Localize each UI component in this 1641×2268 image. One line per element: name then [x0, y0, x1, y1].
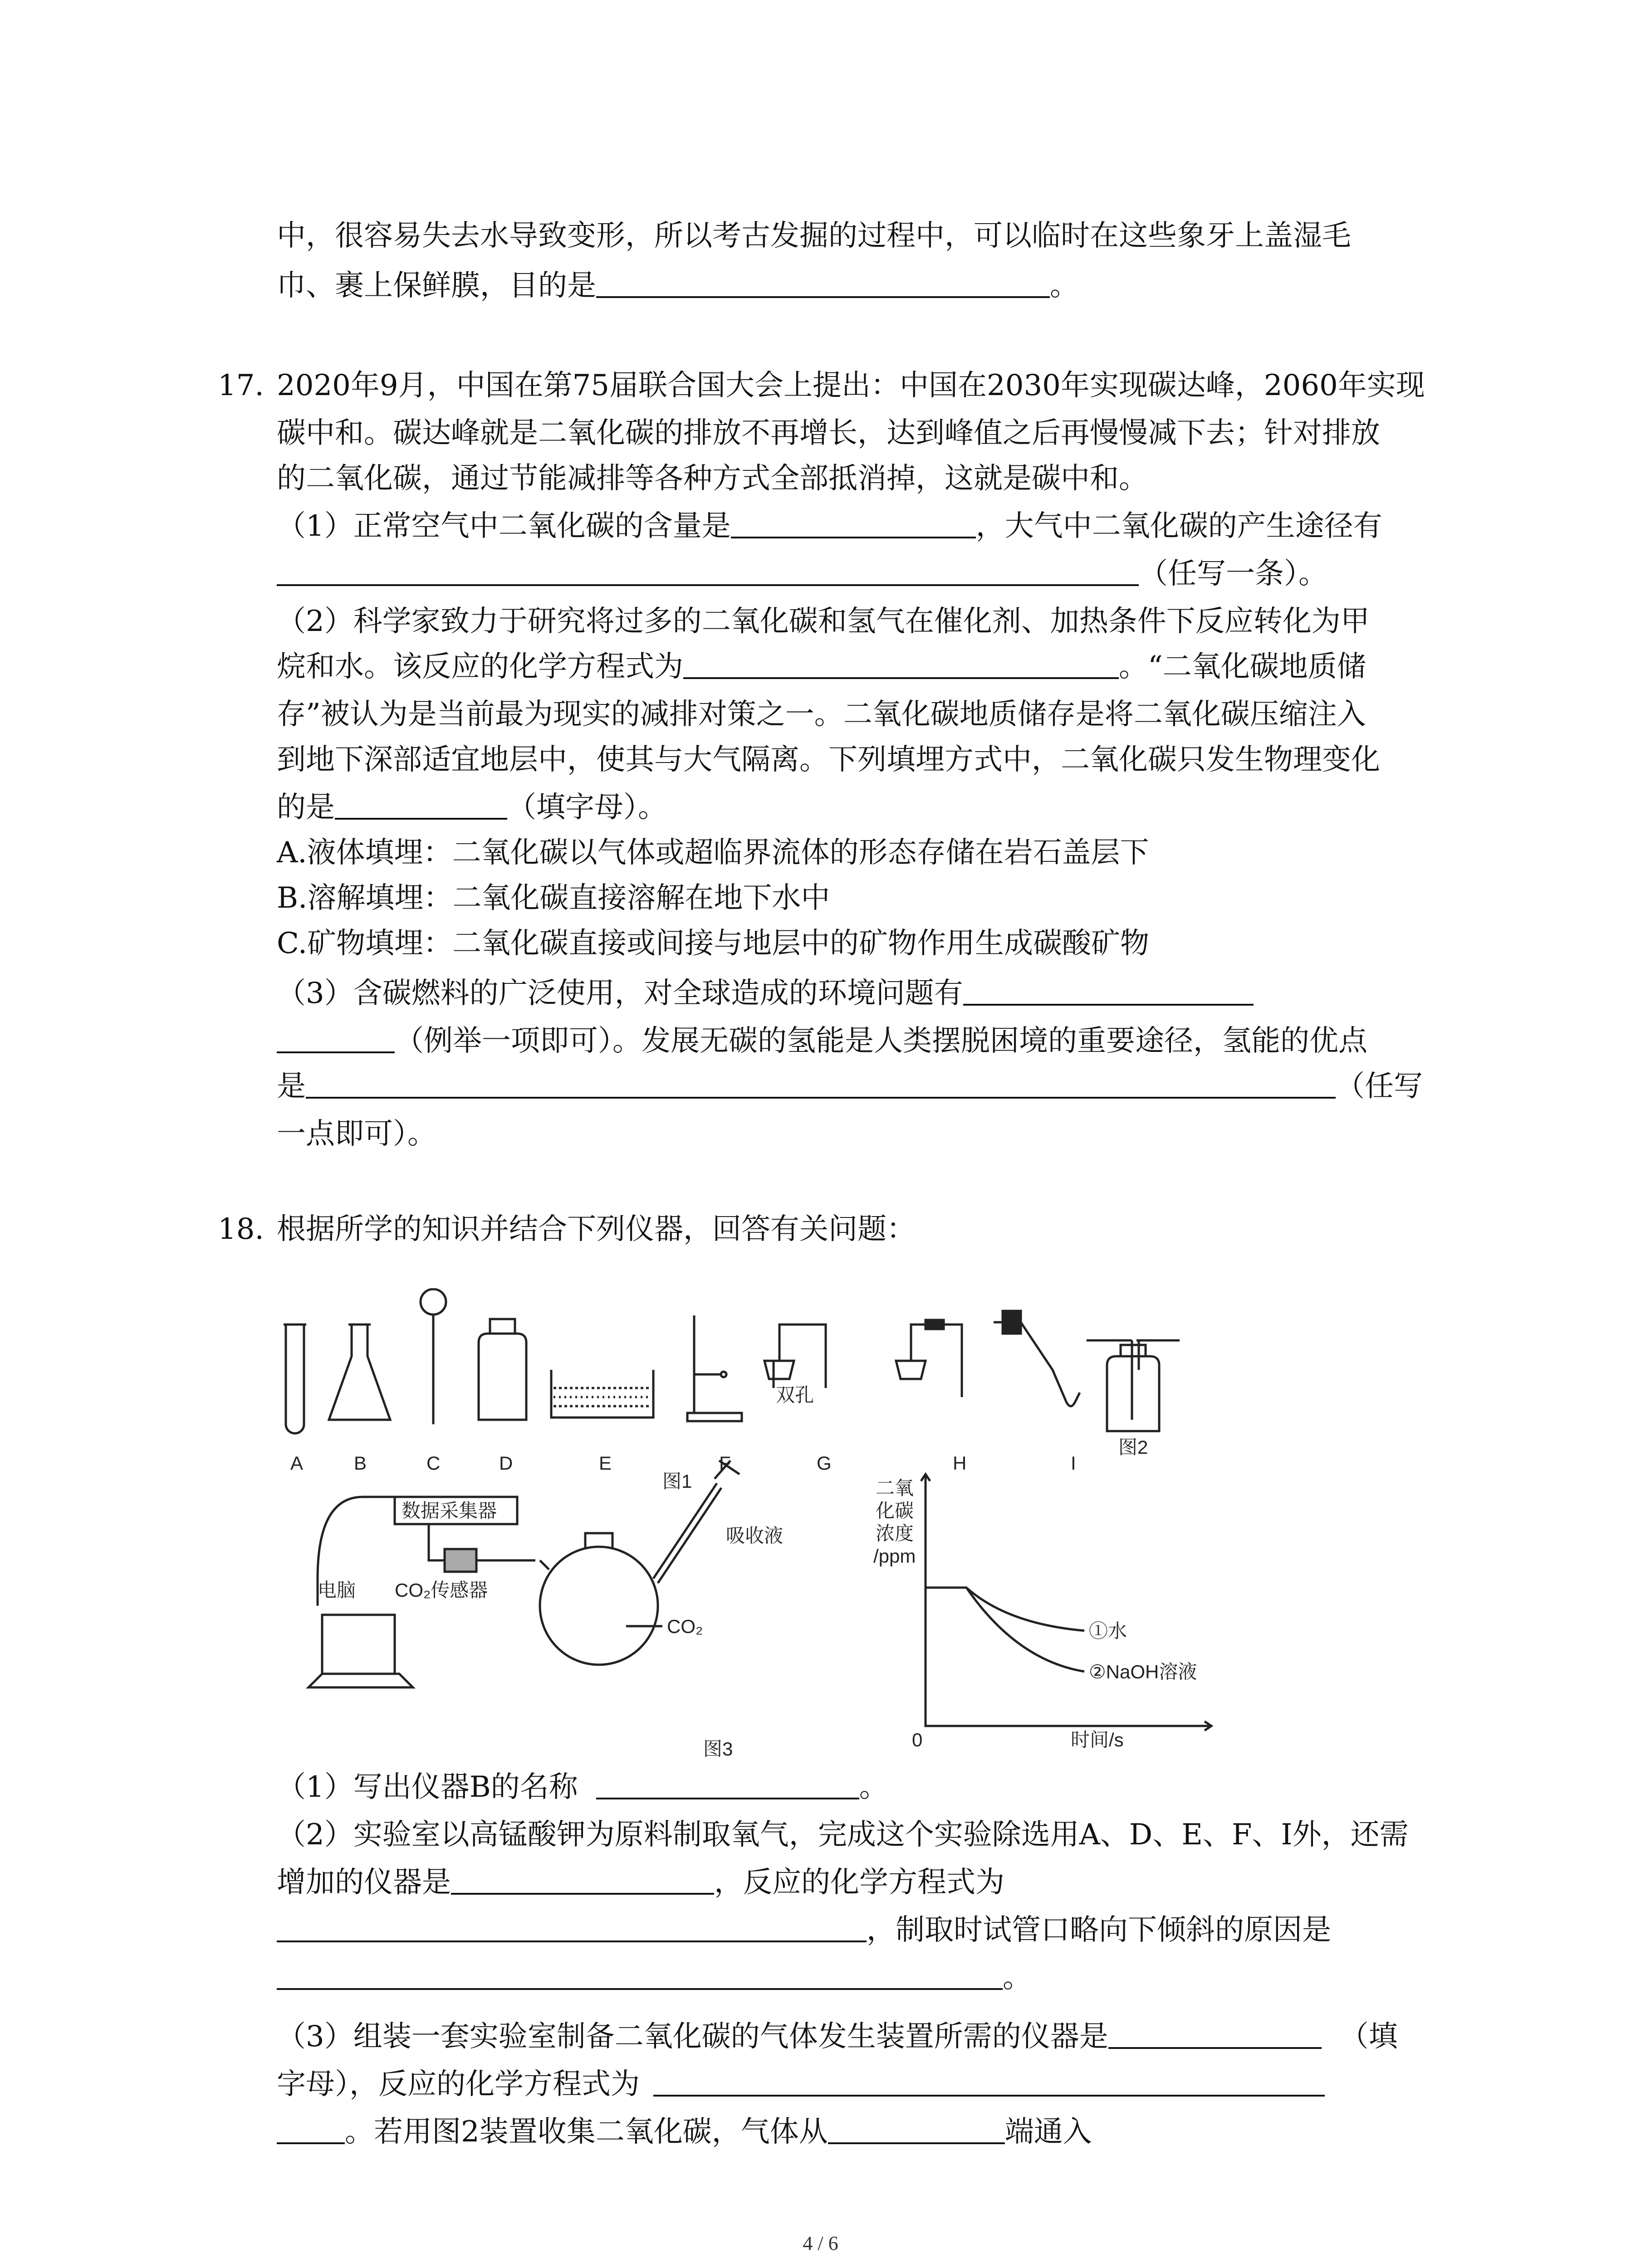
q18-sub3-line3: [277, 2109, 1092, 2155]
curve1-label: ①水: [1089, 1620, 1127, 1642]
q17-option-b: B.溶解填埋：二氧化碳直接溶解在地下水中: [277, 881, 830, 915]
q17-p1-text2: ，大气中二氧化碳的产生途径有: [975, 509, 1382, 543]
q18-s1-end: 。: [859, 1770, 888, 1804]
q18-sub3-line2: [277, 2062, 1325, 2107]
q18-sub2-line4: [277, 1955, 1032, 2000]
label-e: E: [599, 1452, 612, 1474]
answer-blank[interactable]: [683, 648, 1119, 679]
xaxis-label: 时间/s: [1071, 1729, 1124, 1750]
q17-p3-text: （3）含碳燃料的广泛使用，对全球造成的环境问题有: [277, 977, 963, 1010]
sensor-label: CO₂传感器: [395, 1579, 488, 1601]
q18-s2-end: 。: [1003, 1961, 1032, 1994]
q17-p2-text3: 的是: [277, 791, 335, 824]
co2-label: CO₂: [667, 1616, 703, 1637]
answer-blank[interactable]: [963, 975, 1254, 1006]
q17-part3-line4: 一点即可）。: [277, 1117, 436, 1151]
water-trough-icon: [551, 1370, 653, 1418]
yaxis-label-4: /ppm: [873, 1545, 916, 1567]
answer-blank[interactable]: [335, 789, 507, 820]
yaxis-label-1: 二氧: [876, 1477, 914, 1499]
test-tube-icon: [284, 1325, 306, 1433]
yaxis-label-2: 化碳: [876, 1500, 914, 1521]
q18-sub2-line3: [277, 1907, 1331, 1953]
delivery-tube-icon: [994, 1311, 1080, 1406]
origin-label: 0: [912, 1729, 923, 1750]
q17-part2-line2: [277, 644, 1366, 689]
q17-p2-text: 烷和水。该反应的化学方程式为: [277, 650, 683, 684]
q18-sub2-line2: [277, 1860, 1004, 1905]
answer-blank[interactable]: [306, 1068, 1336, 1099]
q18-s3-text5: 端通入: [1004, 2115, 1092, 2149]
q16-end: 。: [1050, 269, 1079, 303]
absorb-label: 吸收液: [726, 1525, 784, 1546]
label-b: B: [354, 1452, 367, 1474]
answer-blank[interactable]: [596, 267, 1050, 298]
q17-part1: [277, 503, 1382, 549]
q17-line1: 2020年9月，中国在第75届联合国大会上提出：中国在2030年实现碳达峰，2060年实现: [277, 369, 1425, 402]
answer-blank[interactable]: [731, 508, 976, 538]
iron-stand-icon: [687, 1315, 742, 1421]
q17-line2: 碳中和。碳达峰就是二氧化碳的排放不再增长，达到峰值之后再慢慢减下去；针对排放: [277, 416, 1380, 450]
q17-p2-text4: （填字母）。: [507, 791, 667, 824]
answer-blank[interactable]: [277, 2113, 345, 2144]
q17-line3: 的二氧化碳，通过节能减排等各种方式全部抵消掉，这就是碳中和。: [277, 462, 1148, 495]
fig3-title: 图3: [703, 1738, 733, 1760]
funnel-icon: [421, 1289, 446, 1424]
q17-p3-text2: （例举一项即可）。发展无碳的氢能是人类摆脱困境的重要途径，氢能的优点: [395, 1024, 1367, 1058]
q18-s3-text2: （填: [1339, 2020, 1398, 2053]
answer-blank[interactable]: [277, 555, 1139, 586]
fig1-title: 图1: [662, 1471, 692, 1492]
concentration-graph: [921, 1474, 1211, 1730]
q18-number: 18.: [218, 1212, 264, 1246]
stopper-bent-tube-icon: [896, 1320, 962, 1397]
q17-p1-text3: （任写一条）。: [1139, 557, 1327, 591]
answer-blank[interactable]: [277, 1022, 395, 1053]
label-i: I: [1071, 1452, 1076, 1474]
q16-line1: 中，很容易失去水导致变形，所以考古发掘的过程中，可以临时在这些象牙上盖湿毛: [277, 219, 1351, 253]
label-h: H: [953, 1452, 967, 1474]
q17-number: 17.: [218, 369, 264, 402]
q17-option-c: C.矿物填埋：二氧化碳直接或间接与地层中的矿物作用生成碳酸矿物: [277, 927, 1150, 960]
data-collector-setup-icon: [309, 1461, 740, 1687]
q18-intro: 根据所学的知识并结合下列仪器，回答有关问题：: [277, 1212, 916, 1246]
q16-text: 巾、裹上保鲜膜，目的是: [277, 269, 596, 303]
double-hole-stopper-icon: [764, 1325, 826, 1388]
q17-part1-cont: [277, 551, 1327, 596]
answer-blank[interactable]: [451, 1864, 714, 1895]
answer-blank[interactable]: [828, 2113, 1005, 2144]
answer-blank[interactable]: [1108, 2018, 1322, 2049]
answer-blank[interactable]: [596, 1769, 859, 1799]
answer-blank[interactable]: [277, 1911, 867, 1942]
q17-part2-line3: 存”被认为是当前最为现实的减排对策之一。二氧化碳地质储存是将二氧化碳压缩注入: [277, 698, 1366, 731]
computer-label: 电脑: [318, 1579, 356, 1601]
q18-s2-text: 增加的仪器是: [277, 1866, 451, 1899]
q17-part3-line3: [277, 1064, 1423, 1109]
curve2-label: ②NaOH溶液: [1089, 1661, 1197, 1682]
fig2-title: 图2: [1118, 1437, 1148, 1458]
q17-part2: （2）科学家致力于研究将过多的二氧化碳和氢气在催化剂、加热条件下反应转化为甲: [277, 605, 1370, 638]
q17-p3-text4: （任写: [1336, 1070, 1423, 1103]
q17-p1-text: （1）正常空气中二氧化碳的含量是: [277, 509, 731, 543]
q17-p3-text3: 是: [277, 1070, 306, 1103]
q17-p2-text2: 。“二氧化碳地质储: [1119, 650, 1366, 684]
label-c: C: [426, 1452, 441, 1474]
label-g: G: [817, 1452, 832, 1474]
gas-washing-bottle-icon: [1087, 1340, 1180, 1431]
label-a: A: [290, 1452, 304, 1474]
q18-s2-text2: ，反应的化学方程式为: [714, 1866, 1004, 1899]
label-d: D: [499, 1452, 513, 1474]
answer-blank[interactable]: [277, 1959, 1003, 1990]
answer-blank[interactable]: [653, 2066, 1325, 2097]
label-f: F: [719, 1452, 731, 1474]
q17-part2-line4: 到地下深部适宜地层中，使其与大气隔离。下列填埋方式中，二氧化碳只发生物理变化: [277, 743, 1380, 777]
collector-label: 数据采集器: [402, 1500, 497, 1521]
q17-part3-line2: [277, 1018, 1367, 1064]
conical-flask-icon: [329, 1325, 390, 1420]
q17-part2-line5: [277, 785, 667, 830]
q18-s3-text3: 字母），反应的化学方程式为: [277, 2068, 640, 2101]
reagent-bottle-icon: [479, 1319, 526, 1420]
page-number: 4 / 6: [803, 2232, 838, 2254]
q18-s3-text: （3）组装一套实验室制备二氧化碳的气体发生装置所需的仪器是: [277, 2020, 1108, 2053]
q18-sub1: [277, 1765, 888, 1810]
q18-sub3: [277, 2014, 1398, 2059]
q17-part3: [277, 971, 1254, 1016]
q16-line2: [277, 263, 1079, 308]
q17-option-a: A.液体填埋：二氧化碳以气体或超临界流体的形态存储在岩石盖层下: [277, 836, 1149, 870]
q18-s2-text3: ，制取时试管口略向下倾斜的原因是: [867, 1913, 1331, 1947]
q18-s3-text4: 。若用图2装置收集二氧化碳，气体从: [345, 2115, 828, 2149]
double-hole-label: 双孔: [776, 1384, 814, 1406]
q18-sub2: （2）实验室以高锰酸钾为原料制取氧气，完成这个实验除选用A、D、E、F、I外，还需: [277, 1818, 1409, 1852]
apparatus-figure: [272, 1288, 1384, 1774]
q18-s1-text: （1）写出仪器B的名称: [277, 1770, 578, 1804]
yaxis-label-3: 浓度: [876, 1523, 914, 1544]
